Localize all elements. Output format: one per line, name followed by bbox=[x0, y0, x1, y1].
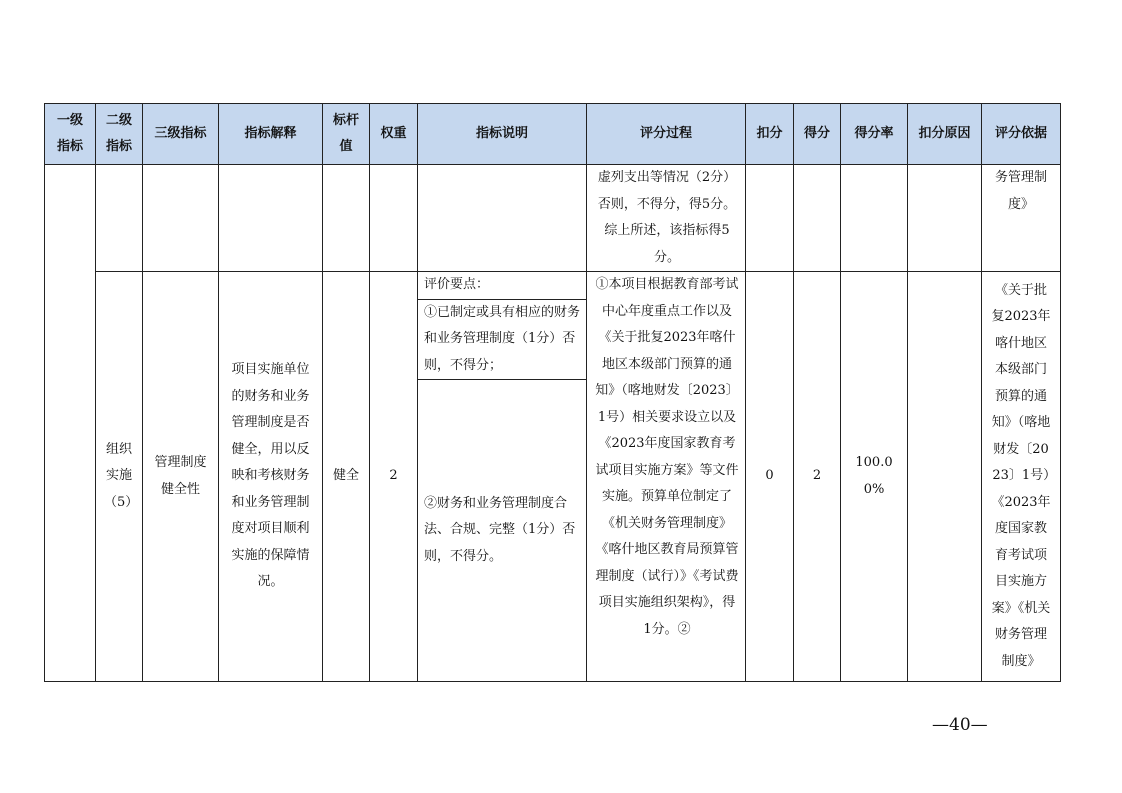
description-cell bbox=[418, 272, 587, 682]
table-row bbox=[45, 272, 1061, 682]
rate-cell bbox=[841, 165, 908, 272]
basis-cell: 《关于批复2023年喀什地区本级部门预算的通知》（喀地财发〔2023〕1号）《2023年度国家教育考试项目实施方案》《机关财务管理制度》 bbox=[982, 272, 1061, 682]
header-weight: 权重 bbox=[370, 104, 418, 165]
description-item-2: ②财务和业务管理制度合法、合规、完整（1分）否则，不得分。 bbox=[424, 495, 576, 564]
evaluation-table bbox=[44, 103, 1061, 682]
score-cell: 2 bbox=[794, 272, 841, 682]
rate-cell: 100.00% bbox=[841, 272, 908, 682]
description-cell bbox=[418, 165, 587, 272]
deduct-cell: 0 bbox=[746, 272, 794, 682]
basis-cell: 务管理制度》 bbox=[982, 165, 1061, 272]
explanation-cell: 项目实施单位的财务和业务管理制度是否健全，用以反映和考核财务和业务管理制度对项目顺利实施的保障情况。 bbox=[219, 272, 323, 682]
header-explanation: 指标解释 bbox=[219, 104, 323, 165]
process-cell: 虚列支出等情况（2分）否则，不得分，得5分。综上所述，该指标得5分。 bbox=[587, 165, 746, 272]
weight-cell: 2 bbox=[370, 272, 418, 682]
header-process: 评分过程 bbox=[587, 104, 746, 165]
level3-cell bbox=[143, 165, 219, 272]
header-reason: 扣分原因 bbox=[908, 104, 982, 165]
process-cell: ①本项目根据教育部考试中心年度重点工作以及《关于批复2023年喀什地区本级部门预算的通知》（喀地财发〔2023〕1号）相关要求设立以及《2023年度国家教育考试项目实施方案》等文件实施。预算单位制定了《机关财务管理制度》《喀什地区教育局预算管理制度（试行）》《考试费项目实施组织架构》，得1分。② bbox=[587, 272, 746, 682]
header-level1: 一级指标 bbox=[45, 104, 96, 165]
reason-cell bbox=[908, 165, 982, 272]
header-level2: 二级指标 bbox=[96, 104, 143, 165]
header-basis: 评分依据 bbox=[982, 104, 1061, 165]
header-description: 指标说明 bbox=[418, 104, 587, 165]
benchmark-cell: 健全 bbox=[323, 272, 370, 682]
level1-cell bbox=[45, 165, 96, 682]
table-row bbox=[45, 165, 1061, 272]
description-header: 评价要点： bbox=[418, 272, 586, 300]
header-row bbox=[45, 104, 1061, 165]
header-deduct: 扣分 bbox=[746, 104, 794, 165]
header-rate: 得分率 bbox=[841, 104, 908, 165]
score-cell bbox=[794, 165, 841, 272]
level2-cell bbox=[96, 165, 143, 272]
level2-cell: 组织实施（5） bbox=[96, 272, 143, 682]
level3-cell: 管理制度健全性 bbox=[143, 272, 219, 682]
explanation-cell bbox=[219, 165, 323, 272]
weight-cell bbox=[370, 165, 418, 272]
description-item-1: ①已制定或具有相应的财务和业务管理制度（1分）否则，不得分； bbox=[418, 300, 586, 381]
benchmark-cell bbox=[323, 165, 370, 272]
header-benchmark: 标杆值 bbox=[323, 104, 370, 165]
deduct-cell bbox=[746, 165, 794, 272]
header-score: 得分 bbox=[794, 104, 841, 165]
header-level3: 三级指标 bbox=[143, 104, 219, 165]
page-number: —40— bbox=[932, 715, 988, 735]
reason-cell bbox=[908, 272, 982, 682]
